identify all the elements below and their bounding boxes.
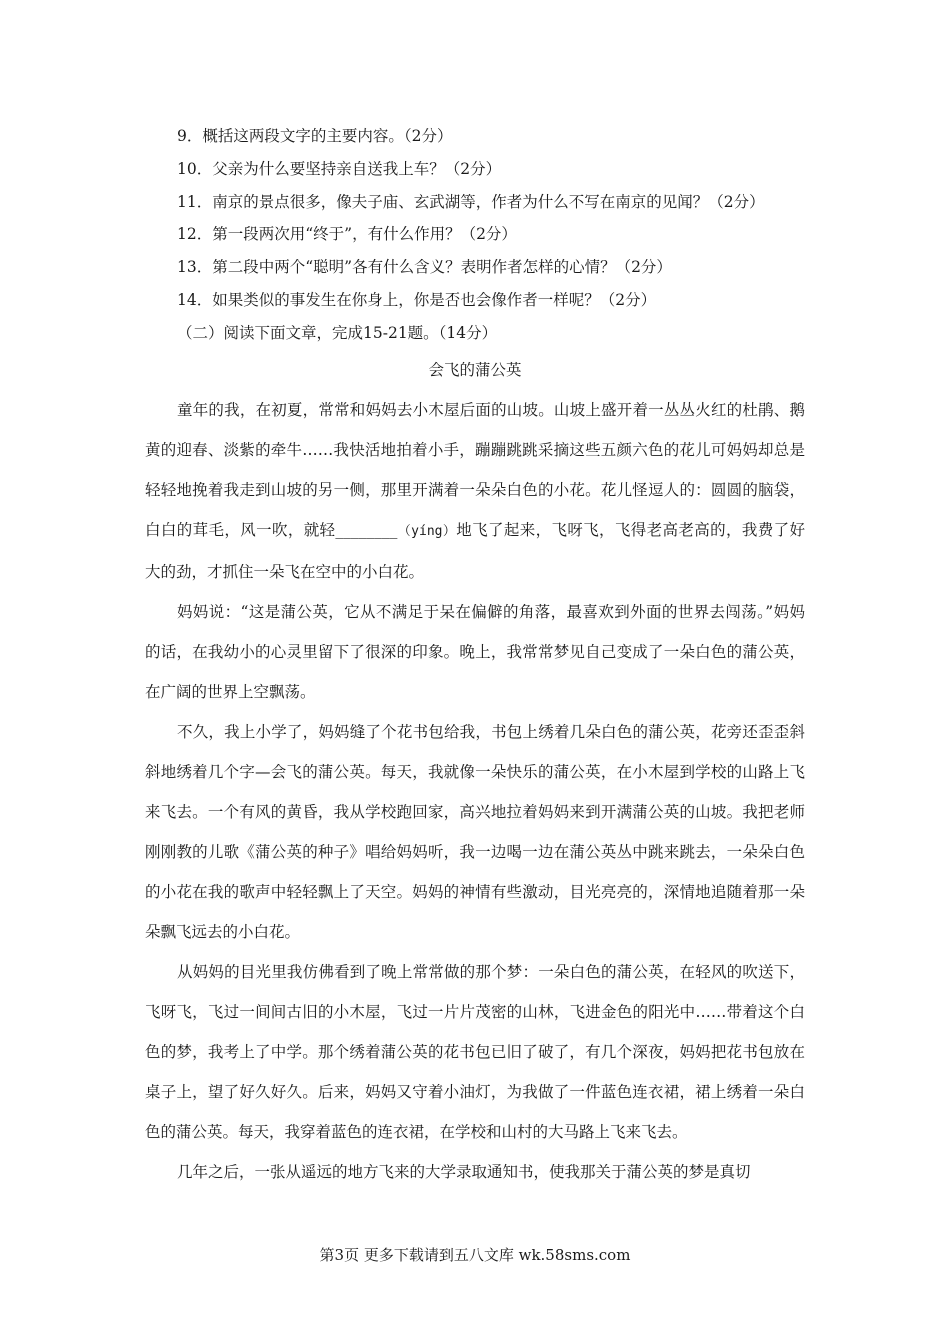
paragraph-4: 从妈妈的目光里我仿佛看到了晚上常常做的那个梦：一朵白色的蒲公英，在轻风的吹送下，飞呀飞，飞过一间间古旧的小木屋，飞过一片片茂密的山林，飞进金色的阳光中……带着这个白色的梦，我考上了中学。那个绣着蒲公英的花书包已旧了破了，有几个深夜，妈妈把花书包放在桌子上，望了好久好久。后来，妈妈又守着小油灯，为我做了一件蓝色连衣裙，裙上绣着一朵白色的蒲公英。每天，我穿着蓝色的连衣裙，在学校和山村的大马路上飞来飞去。 (145, 963, 805, 1141)
question-13: 13．第二段中两个“聪明”各有什么含义？表明作者怎样的心情？（2分） (177, 258, 672, 276)
question-9: 9．概括这两段文字的主要内容。（2分） (177, 127, 453, 145)
question-12: 12．第一段两次用“终于”，有什么作用？（2分） (177, 225, 517, 243)
question-10: 10．父亲为什么要坚持亲自送我上车？（2分） (177, 160, 502, 178)
paragraph-5: 几年之后，一张从遥远的地方飞来的大学录取通知书，使我那关于蒲公英的梦是真切 (177, 1163, 751, 1181)
question-11: 11．南京的景点很多，像夫子庙、玄武湖等，作者为什么不写在南京的见闻？（2分） (177, 193, 765, 211)
paragraph-1-text-b: 地飞了起来，飞呀飞，飞得老高老高的，我费了好大的劲，才抓住一朵飞在空中的小白花。 (145, 521, 805, 581)
paragraph-3: 不久，我上小学了，妈妈缝了个花书包给我，书包上绣着几朵白色的蒲公英，花旁还歪歪斜斜地绣着几个字—会飞的蒲公英。每天，我就像一朵快乐的蒲公英，在小木屋到学校的山路上飞来飞去。一个有风的黄昏，我从学校跑回家，高兴地拉着妈妈来到开满蒲公英的山坡。我把老师刚刚教的儿歌《蒲公英的种子》唱给妈妈听，我一边喝一边在蒲公英丛中跳来跳去，一朵朵白色的小花在我的歌声中轻轻飘上了天空。妈妈的神情有些激动，目光亮亮的，深情地追随着那一朵朵飘飞远去的小白花。 (145, 723, 805, 941)
page-footer: 第3页 更多下载请到五八文库 wk.58sms.com (319, 1246, 631, 1264)
paragraph-1-text-a: 童年的我，在初夏，常常和妈妈去小木屋后面的山坡。山坡上盛开着一丛丛火红的杜鹃、鹅黄的迎春、淡紫的牵牛……我快活地拍着小手，蹦蹦跳跳采摘这些五颜六色的花儿可妈妈却总是轻轻地挽着我走到山坡的另一侧，那里开满着一朵朵白色的小花。花儿怪逗人的：圆圆的脑袋，白白的茸毛，风一吹，就轻________ (145, 401, 805, 539)
article-title: 会飞的蒲公英 (428, 361, 522, 379)
pinyin-annotation: （yíng） (397, 524, 457, 539)
paragraph-1 (145, 390, 805, 592)
paragraph-2: 妈妈说：“这是蒲公英，它从不满足于呆在偏僻的角落，最喜欢到外面的世界去闯荡。”妈妈的话，在我幼小的心灵里留下了很深的印象。晚上，我常常梦见自己变成了一朵白色的蒲公英，在广阔的世界上空飘荡。 (145, 603, 805, 701)
section-heading: （二）阅读下面文章，完成15-21题。（14分） (177, 324, 498, 342)
question-14: 14．如果类似的事发生在你身上，你是否也会像作者一样呢？（2分） (177, 291, 657, 309)
page-content (145, 120, 805, 1192)
